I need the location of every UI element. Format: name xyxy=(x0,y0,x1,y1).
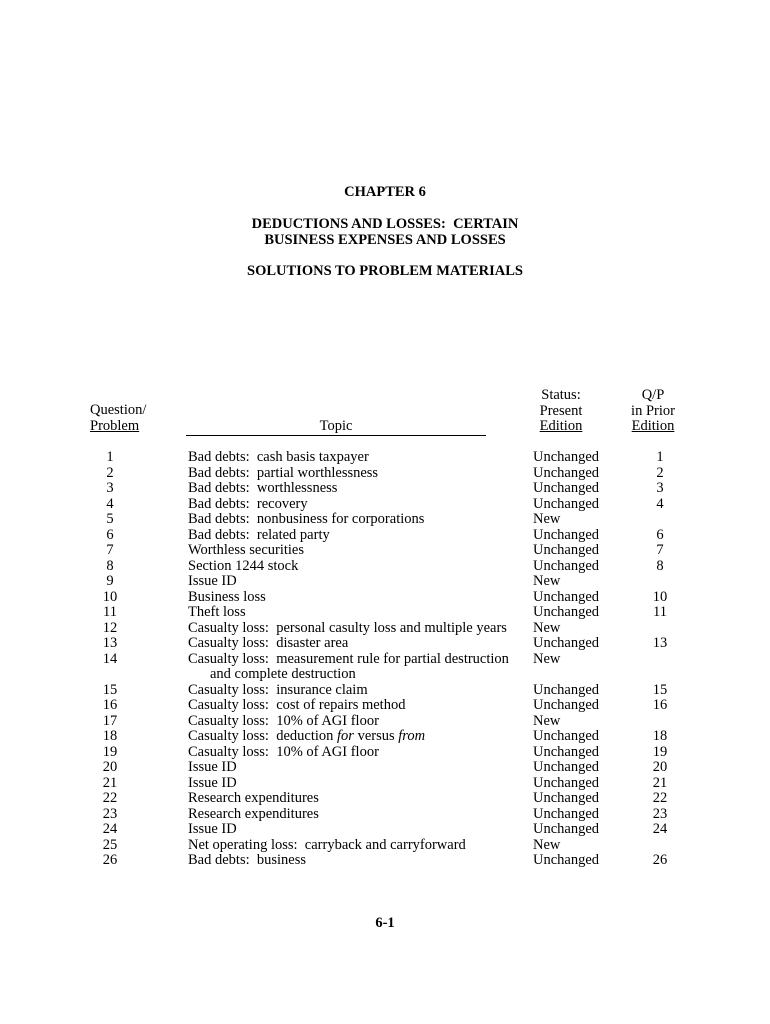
problem-topic: Bad debts: cash basis taxpayer xyxy=(188,449,369,465)
problem-status: New xyxy=(533,712,561,729)
prior-edition-number: 24 xyxy=(652,821,668,837)
problem-status: Unchanged xyxy=(533,759,600,775)
table-row xyxy=(0,683,770,699)
problem-topic: Bad debts: partial worthlessness xyxy=(188,464,379,481)
problem-topic: Bad debts: nonbusiness for corporations xyxy=(188,511,425,527)
problem-status: Unchanged xyxy=(533,526,600,543)
prior-edition-number: 11 xyxy=(653,604,667,620)
problem-number: 12 xyxy=(102,619,118,636)
table-row xyxy=(0,652,770,683)
problem-number: 22 xyxy=(102,790,118,806)
problem-number: 6 xyxy=(106,526,114,543)
problem-number: 16 xyxy=(102,697,118,713)
problem-number: 15 xyxy=(102,681,118,698)
table-row xyxy=(0,590,770,606)
prior-edition-number: 8 xyxy=(656,557,664,574)
problem-topic: Casualty loss: insurance claim xyxy=(188,681,368,698)
problem-status: Unchanged xyxy=(533,542,600,558)
problem-topic: Issue ID xyxy=(188,759,237,775)
problem-topic: Net operating loss: carryback and carryforward xyxy=(188,836,466,853)
chapter-title-line1: DEDUCTIONS AND LOSSES: CERTAIN xyxy=(251,216,519,232)
table-row xyxy=(0,528,770,544)
prior-header-line2: in Prior xyxy=(631,402,675,419)
problem-number: 7 xyxy=(106,542,114,558)
prior-header-line1: Q/P xyxy=(641,387,665,403)
problem-status: Unchanged xyxy=(533,588,600,605)
table-row xyxy=(0,853,770,869)
table-row xyxy=(0,497,770,513)
question-problem-header xyxy=(90,403,146,434)
problem-topic: Casualty loss: 10% of AGI floor xyxy=(188,712,379,729)
problem-number: 20 xyxy=(102,759,118,775)
problem-status: Unchanged xyxy=(533,495,600,512)
problem-number: 19 xyxy=(102,743,118,760)
problem-topic: Section 1244 stock xyxy=(188,557,299,574)
problem-number: 9 xyxy=(106,573,114,589)
table-row xyxy=(0,807,770,823)
problem-topic: Bad debts: business xyxy=(188,852,307,868)
problem-status: New xyxy=(533,650,561,667)
prior-edition-number: 4 xyxy=(656,495,664,512)
table-row xyxy=(0,729,770,745)
problem-number: 17 xyxy=(102,712,118,729)
problem-topic: Business loss xyxy=(188,588,266,605)
table-row xyxy=(0,760,770,776)
prior-edition-header xyxy=(622,388,684,435)
problem-status: Unchanged xyxy=(533,805,600,822)
problem-topic: Issue ID xyxy=(188,573,237,589)
table-row xyxy=(0,450,770,466)
problem-status: Unchanged xyxy=(533,557,600,574)
status-header-line1: Status: xyxy=(541,387,581,403)
page-number: 6-1 xyxy=(375,915,395,931)
status-header-line3: Edition xyxy=(539,418,583,434)
problem-topic: Issue ID xyxy=(188,821,237,837)
problem-status: Unchanged xyxy=(533,728,600,744)
problem-number: 13 xyxy=(102,635,118,651)
table-row xyxy=(0,714,770,730)
prior-edition-number: 1 xyxy=(656,449,664,465)
problem-topic: Bad debts: worthlessness xyxy=(188,480,338,496)
problem-number: 2 xyxy=(106,464,114,481)
table-row xyxy=(0,698,770,714)
prior-edition-number: 2 xyxy=(656,464,664,481)
problem-status: New xyxy=(533,511,561,527)
problem-status: New xyxy=(533,619,561,636)
problem-number: 5 xyxy=(106,511,114,527)
table-row xyxy=(0,822,770,838)
problem-status: Unchanged xyxy=(533,790,600,806)
table-row xyxy=(0,621,770,637)
problem-number: 14 xyxy=(102,650,118,667)
table-row xyxy=(0,466,770,482)
problem-topic: Research expenditures xyxy=(188,805,319,822)
problem-status: New xyxy=(533,836,561,853)
problem-number: 1 xyxy=(106,449,114,465)
prior-edition-number: 3 xyxy=(656,480,664,496)
problem-topic: Casualty loss: deduction for versus from xyxy=(188,728,426,744)
problem-topic: Casualty loss: cost of repairs method xyxy=(188,697,406,713)
problem-number: 23 xyxy=(102,805,118,822)
problem-number: 24 xyxy=(102,821,118,837)
problem-table xyxy=(0,450,770,869)
section-subtitle: SOLUTIONS TO PROBLEM MATERIALS xyxy=(247,263,523,279)
problem-topic: Casualty loss: 10% of AGI floor xyxy=(188,743,379,760)
table-row xyxy=(0,605,770,621)
problem-status: Unchanged xyxy=(533,681,600,698)
question-header-line1: Question/ xyxy=(90,402,147,418)
problem-status: Unchanged xyxy=(533,852,600,868)
problem-status: Unchanged xyxy=(533,449,600,465)
problem-status: Unchanged xyxy=(533,821,600,837)
problem-topic: Bad debts: recovery xyxy=(188,495,308,512)
prior-edition-number: 19 xyxy=(652,743,668,760)
problem-topic: Casualty loss: personal casulty loss and multiple years xyxy=(188,619,507,636)
prior-edition-number: 6 xyxy=(656,526,664,543)
problem-number: 8 xyxy=(106,557,114,574)
status-header xyxy=(530,388,592,435)
table-row xyxy=(0,791,770,807)
table-row xyxy=(0,636,770,652)
problem-status: Unchanged xyxy=(533,697,600,713)
prior-edition-number: 20 xyxy=(652,759,668,775)
problem-topic: Casualty loss: measurement rule for partial destruction and complete destruction xyxy=(188,650,513,682)
problem-number: 10 xyxy=(102,588,118,605)
prior-edition-number: 21 xyxy=(652,774,668,791)
problem-status: Unchanged xyxy=(533,743,600,760)
problem-number: 25 xyxy=(102,836,118,853)
problem-topic: Bad debts: related party xyxy=(188,526,330,543)
table-row xyxy=(0,512,770,528)
problem-status: New xyxy=(533,573,561,589)
problem-number: 11 xyxy=(103,604,117,620)
prior-edition-number: 23 xyxy=(652,805,668,822)
problem-topic: Research expenditures xyxy=(188,790,319,806)
prior-edition-number: 22 xyxy=(652,790,668,806)
prior-edition-number: 18 xyxy=(652,728,668,744)
prior-edition-number: 13 xyxy=(652,635,668,651)
prior-edition-number: 15 xyxy=(652,681,668,698)
table-row xyxy=(0,745,770,761)
status-header-line2: Present xyxy=(539,402,583,419)
problem-number: 18 xyxy=(102,728,118,744)
question-header-line2: Problem xyxy=(90,417,140,434)
problem-number: 3 xyxy=(106,480,114,496)
problem-status: Unchanged xyxy=(533,604,600,620)
prior-header-line3: Edition xyxy=(631,418,675,434)
prior-edition-number: 7 xyxy=(656,542,664,558)
problem-number: 21 xyxy=(102,774,118,791)
table-row xyxy=(0,776,770,792)
prior-edition-number: 26 xyxy=(652,852,668,868)
table-row xyxy=(0,543,770,559)
table-row xyxy=(0,838,770,854)
problem-number: 4 xyxy=(106,495,114,512)
problem-status: Unchanged xyxy=(533,635,600,651)
problem-topic: Issue ID xyxy=(188,774,237,791)
prior-edition-number: 10 xyxy=(652,588,668,605)
problem-status: Unchanged xyxy=(533,774,600,791)
problem-status: Unchanged xyxy=(533,480,600,496)
topic-header: Topic xyxy=(186,419,486,436)
problem-topic: Casualty loss: disaster area xyxy=(188,635,349,651)
chapter-heading: CHAPTER 6 xyxy=(344,184,426,200)
prior-edition-number: 16 xyxy=(652,697,668,713)
table-row xyxy=(0,481,770,497)
table-row xyxy=(0,574,770,590)
chapter-title xyxy=(0,217,770,248)
chapter-title-line2: BUSINESS EXPENSES AND LOSSES xyxy=(264,231,506,248)
problem-number: 26 xyxy=(102,852,118,868)
problem-status: Unchanged xyxy=(533,464,600,481)
table-row xyxy=(0,559,770,575)
problem-topic: Theft loss xyxy=(188,604,246,620)
problem-topic: Worthless securities xyxy=(188,542,305,558)
